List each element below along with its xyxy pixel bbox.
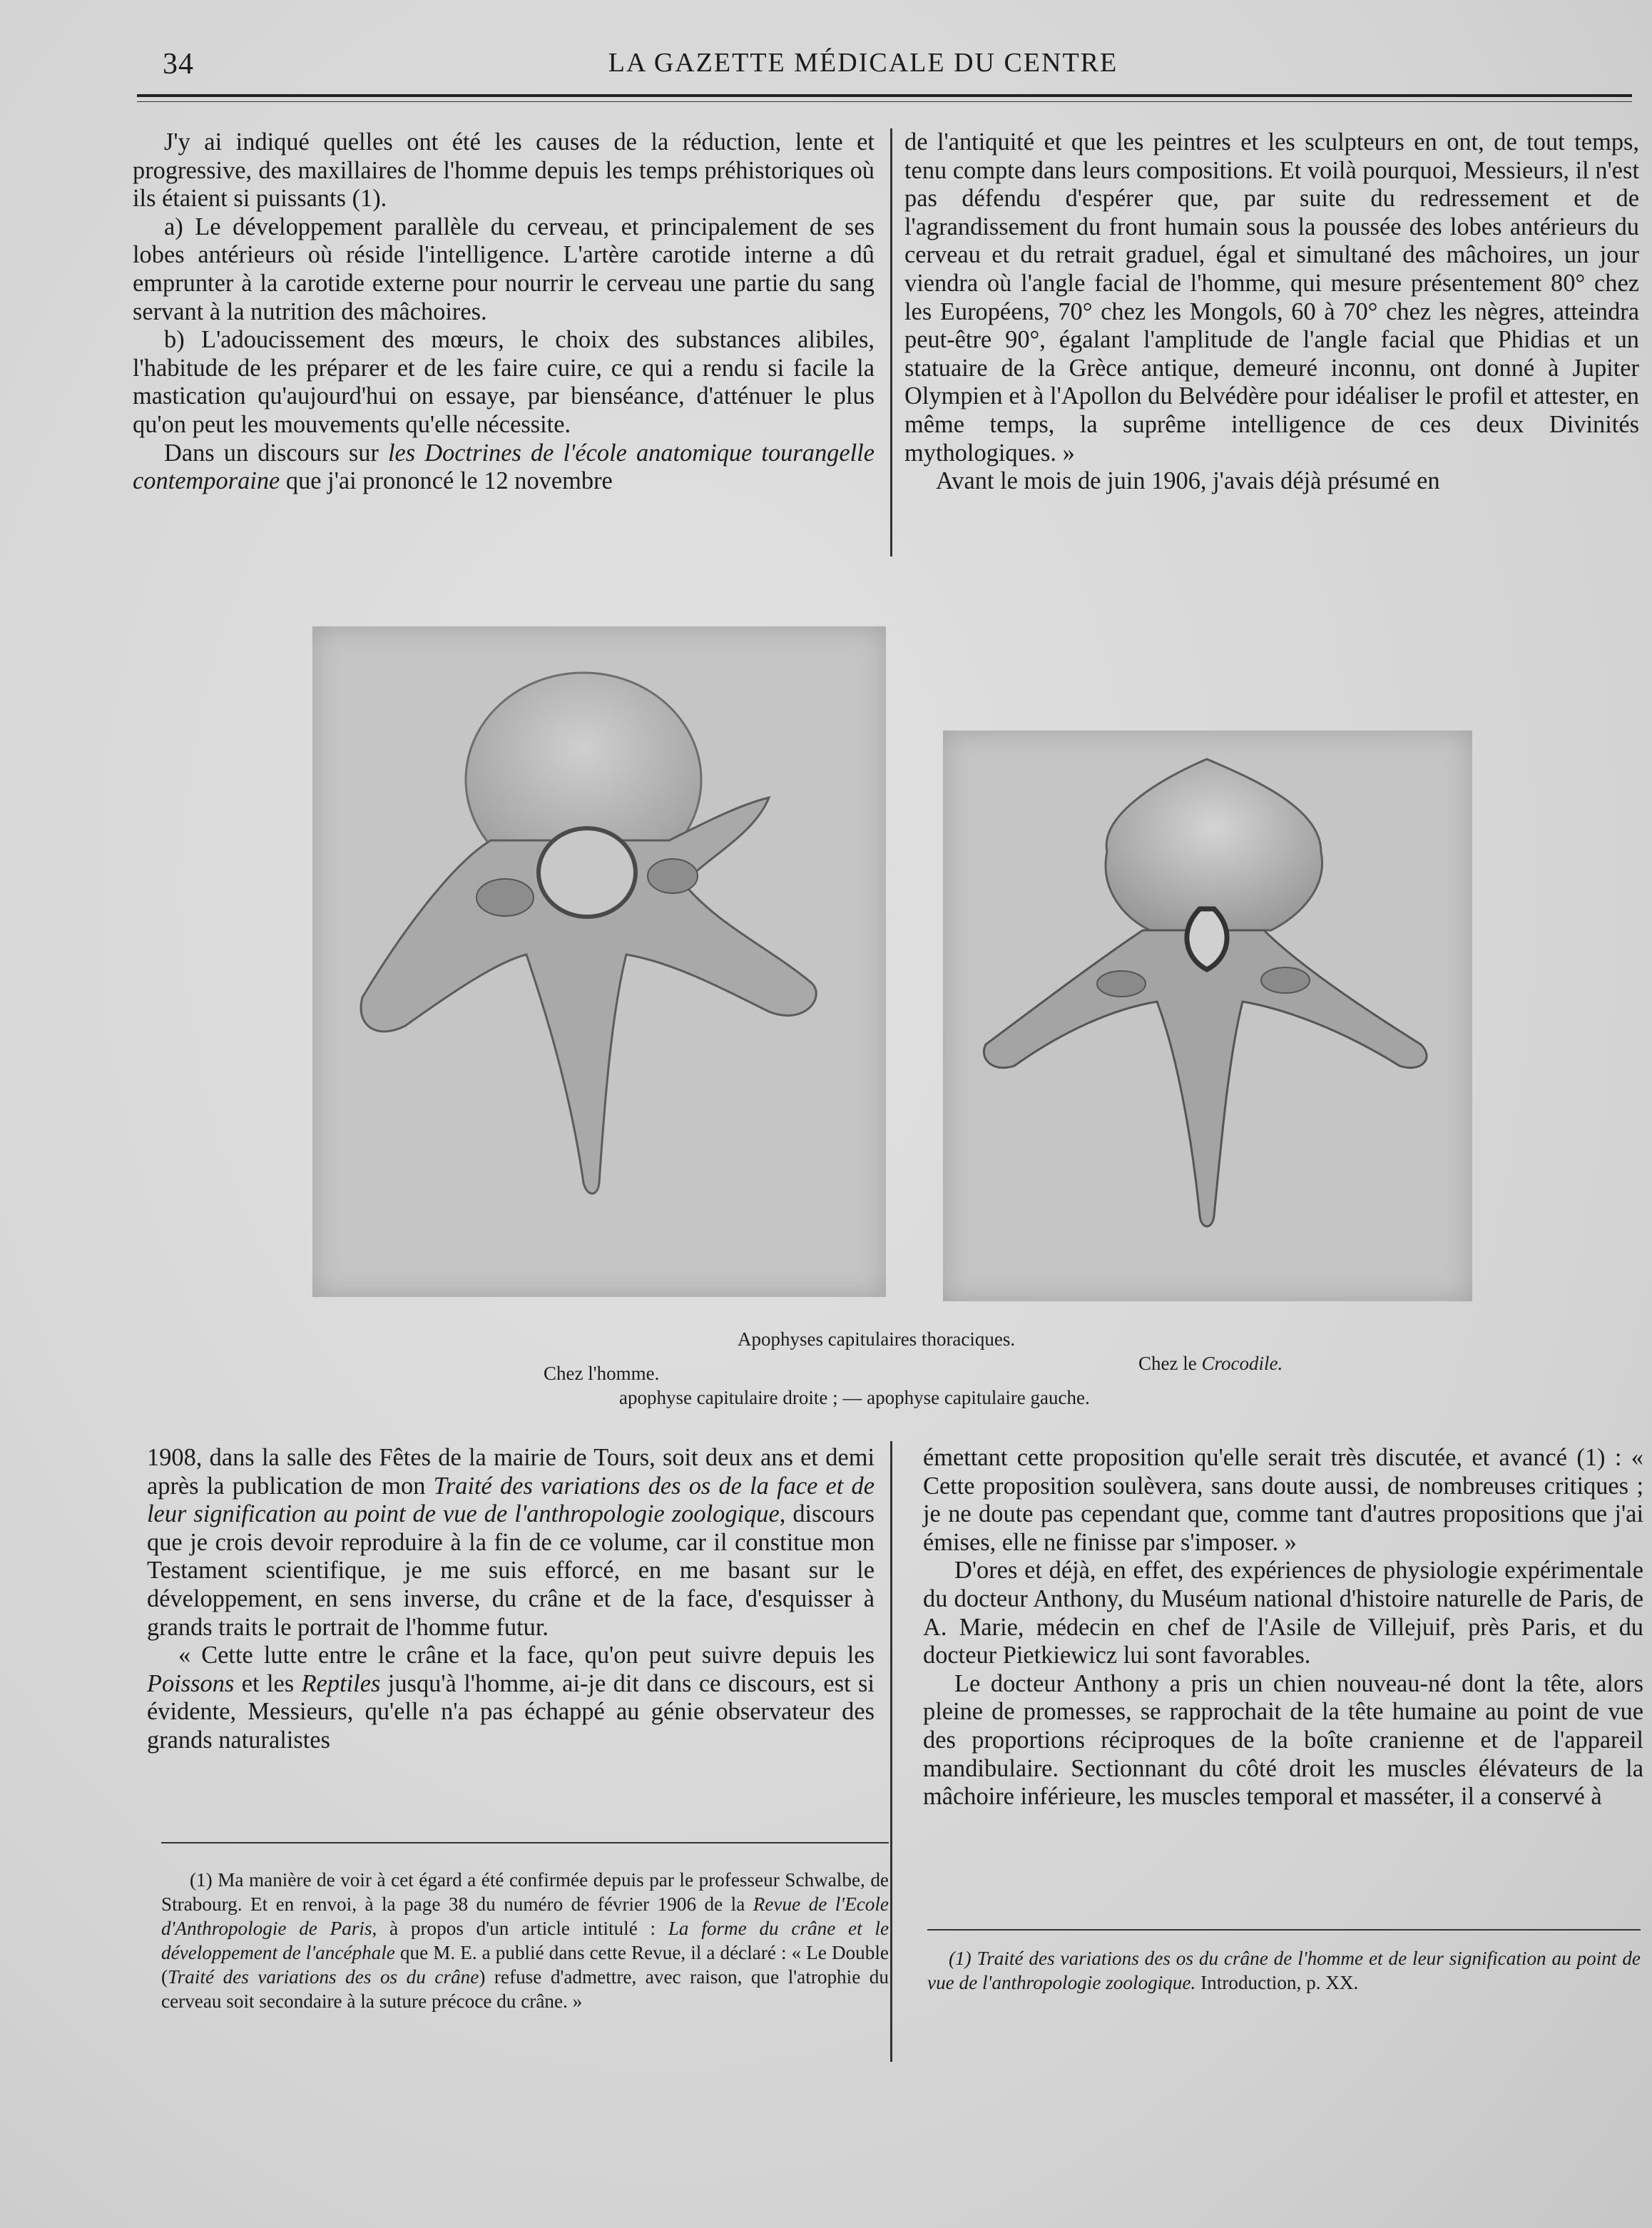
figure-human-vertebra (312, 626, 886, 1297)
paragraph: 1908, dans la salle des Fêtes de la mairie de Tours, soit deux ans et demi après la publication de mon Traité des variations des os de la face et de leur signification au point de vue de l'anthropologie zoologique, discours que je crois devoir reproduire à la fin de ce volume, car il constitue mon Testament scientifique, je me suis efforcé, en me basant sur le développement, en sens inverse, du crâne et de la face, d'esquisser à grands traits le portrait de l'homme futur. (147, 1444, 875, 1641)
header-rule (137, 94, 1632, 102)
paragraph: J'y ai indiqué quelles ont été les causes de la réduction, lente et progressive, des maxillaires de l'homme depuis les temps préhistoriques où ils étaient si puissants (1). (133, 128, 875, 213)
column-divider-top (890, 128, 892, 556)
figure-crocodile-vertebra (943, 731, 1472, 1301)
paragraph: Dans un discours sur les Doctrines de l'école anatomique tourangelle contemporaine que j'ai prononcé le 12 novembre (133, 439, 875, 495)
footnote-left: (1) Ma manière de voir à cet égard a été confirmée depuis par le professeur Schwalbe, de Strabourg. Et en renvoi, à la page 38 du numéro de février 1906 de la Revue de l'Ecole d'Anthropologie de Paris, à propos d'un article intitulé : La forme du crâne et le développement de l'ancéphale que M. E. a publié dans cette Revue, il a déclaré : « Le Double (Traité des variations des os du crâne) refuse d'admettre, avec raison, que l'atrophie du cerveau soit secondaire à la suture précoce du crâne. » (161, 1869, 889, 2012)
column-right-top (904, 128, 1639, 496)
paragraph: de l'antiquité et que les peintres et les sculpteurs en ont, de tout temps, tenu compte dans leurs compositions. Et voilà pourquoi, Messieurs, il n'est pas défendu d'espérer que, par suite du redressement et de l'agrandissement du front humain sous la poussée des lobes antérieurs du cerveau et du retrait graduel, égal et simultané des mâchoires, un jour viendra où l'angle facial de l'homme, qui mesure présentement 80° chez les Européens, 70° chez les Mongols, 60 à 70° chez les nègres, atteindra peut-être 90°, égalant l'amplitude de l'angle facial que Phidias et un statuaire de la Grèce antique, demeuré inconnu, ont donné à Jupiter Olympien et à l'Apollon du Belvédère pour idéaliser le profil et attester, en même temps, la suprême intelligence de ces deux Divinités mythologiques. » (904, 128, 1639, 467)
paragraph: émettant cette proposition qu'elle serait très discutée, et avancé (1) : « Cette proposition soulèvera, sans doute aussi, de nombreuses critiques ; je ne doute pas cependant que, comme tant d'autres propositions que j'ai émises, elle ne finisse par s'imposer. » (923, 1444, 1643, 1556)
paragraph: « Cette lutte entre le crâne et la face, qu'on peut suivre depuis les Poissons et les Reptiles jusqu'à l'homme, ai-je dit dans ce discours, est si évidente, Messieurs, qu'elle n'a pas échappé au génie observateur des grands naturalistes (147, 1642, 875, 1754)
page-number: 34 (163, 48, 194, 81)
column-left-top (133, 128, 875, 496)
column-divider-bottom (890, 1441, 892, 2062)
human-vertebra-illustration (312, 626, 886, 1297)
figure-title: Apophyses capitulaires thoraciques. (738, 1328, 1016, 1350)
paragraph: b) L'adoucissement des mœurs, le choix des substances alibiles, l'habitude de les préparer et de les faire cuire, ce qui a rendu si facile la mastication qu'aujourd'hui on essaye, par bienséance, d'atténuer le plus qu'on peut les mouvements qu'elle nécessite. (133, 326, 875, 438)
footnote-rule-right (927, 1929, 1641, 1931)
crocodile-vertebra-illustration (943, 731, 1472, 1301)
paragraph: a) Le développement parallèle du cerveau, et principalement de ses lobes antérieurs où réside l'intelligence. L'artère carotide interne a dû emprunter à la carotide externe pour nourrir le cerveau une partie du sang servant à la nutrition des mâchoires. (133, 213, 875, 325)
paragraph: D'ores et déjà, en effet, des expériences de physiologie expérimentale du docteur Anthony, du Muséum national d'histoire naturelle de Paris, de A. Marie, médecin en chef de l'Asile de Villejuif, près Paris, et du docteur Pietkiewicz lui sont favorables. (923, 1557, 1643, 1669)
footnote-right: (1) Traité des variations des os du crâne de l'homme et de leur signification au point de vue de l'anthropologie zoologique. Introduction, p. XX. (927, 1948, 1641, 1993)
column-left-bottom (147, 1444, 875, 1755)
running-head: LA GAZETTE MÉDICALE DU CENTRE (608, 48, 1118, 78)
figure-caption-right: Chez le Crocodile. (1138, 1353, 1283, 1374)
footnote-rule-left (161, 1842, 889, 1843)
figure-caption-left: Chez l'homme. (544, 1363, 660, 1384)
column-right-bottom (923, 1444, 1643, 1811)
paragraph: Le docteur Anthony a pris un chien nouveau-né dont la tête, alors pleine de promesses, se rapprochait de la tête humaine au point de vue des proportions réciproques de la boîte cranienne et de l'appareil mandibulaire. Sectionnant du côté droit les muscles élévateurs de la mâchoire inférieure, les muscles temporal et masséter, il a conservé à (923, 1669, 1643, 1811)
figure-subcaption: apophyse capitulaire droite ; — apophyse capitulaire gauche. (619, 1387, 1090, 1408)
paragraph: Avant le mois de juin 1906, j'avais déjà présumé en (936, 467, 1440, 495)
